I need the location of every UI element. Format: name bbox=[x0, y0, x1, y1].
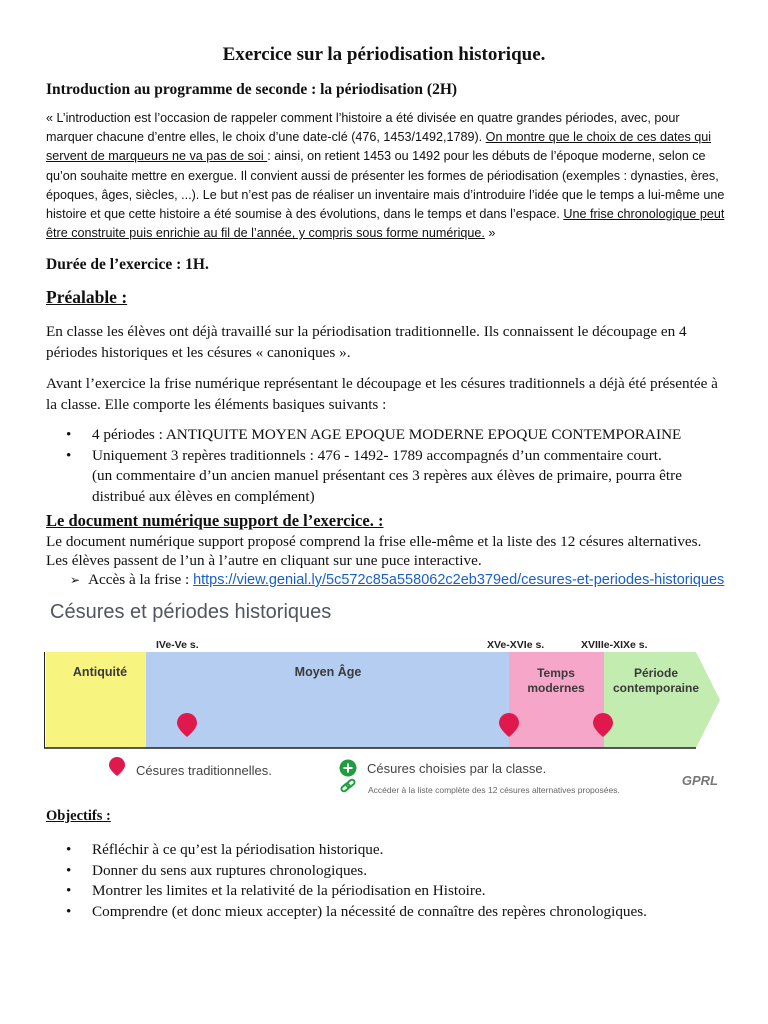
figure-title: Césures et périodes historiques bbox=[50, 601, 332, 623]
quote-part-5: » bbox=[484, 226, 496, 241]
objectifs-heading: Objectifs : bbox=[46, 808, 111, 824]
century-label-ive-ve: IVe-Ve s. bbox=[156, 639, 199, 651]
period-label-modernes: modernes bbox=[527, 681, 585, 695]
list-item: • Comprendre (et donc mieux accepter) la nécessité de connaître des repères chronologiques. bbox=[46, 902, 726, 923]
subtitle: Introduction au programme de seconde : la périodisation (2H) bbox=[46, 81, 458, 98]
prealable-bullets bbox=[46, 425, 726, 507]
period-label-periode: Période bbox=[633, 666, 679, 680]
list-item: • Donner du sens aux ruptures chronologiques. bbox=[46, 861, 726, 882]
century-label-xviiie-xixe: XVIIIe-XIXe s. bbox=[581, 639, 648, 651]
period-label-contemporaine: contemporaine bbox=[612, 681, 700, 695]
bullet-dot-icon: • bbox=[66, 882, 72, 899]
bullet-dot-icon: • bbox=[66, 902, 72, 920]
prealable-paragraph-1: En classe les élèves ont déjà travaillé sur la périodisation traditionnelle. Ils connaissent le découpage en 4 périodes historiques et les césures « canoniques ». bbox=[46, 323, 687, 361]
prealable-heading: Préalable : bbox=[46, 287, 128, 307]
prealable-paragraph-2: Avant l’exercice la frise numérique représentant le découpage et les césures traditionnels a déjà été présentée à la classe. Elle comporte les éléments basiques suivants : bbox=[46, 375, 718, 413]
quote-part-3: : ainsi, on retient 1453 ou 1492 pour les débuts de l’époque moderne, selon ce qu’on souhaite mettre en exergue. Il convient aussi de présenter les formes de périodisation (exemples : dynasties, ères, époques, âges, siècles, ...). Le but n’est pas de réaliser un inventaire mais d’introduire l’idée que le temps a lui-même une histoire et que cette histoire a été soumise à des évolutions, dans le temps et dans l’espace. bbox=[46, 149, 725, 222]
duration-line: Durée de l’exercice : 1H. bbox=[46, 256, 209, 273]
link-icon[interactable] bbox=[340, 779, 355, 793]
legend-traditional-marker-icon bbox=[109, 757, 125, 776]
gprl-logo: GPRL bbox=[681, 773, 718, 788]
quote-part-4: Une frise chronologique peut être construite puis enrichie au fil de l’année, y compris sous forme numérique. bbox=[46, 207, 725, 241]
century-label-xve-xvie: XVe-XVIe s. bbox=[487, 639, 545, 651]
list-item: • Réfléchir à ce qu’est la périodisation historique. bbox=[46, 840, 726, 861]
bullet-dot-icon: • bbox=[66, 841, 72, 858]
bullet-dot-icon: • bbox=[66, 446, 72, 464]
document-heading: Le document numérique support de l’exercice. : bbox=[46, 511, 384, 530]
list-item: • Montrer les limites et la relativité de la périodisation en Histoire. bbox=[46, 881, 726, 902]
access-line bbox=[70, 571, 724, 589]
program-quote bbox=[46, 109, 726, 243]
bullet-dot-icon: • bbox=[66, 861, 72, 879]
page-title: Exercice sur la périodisation historique. bbox=[222, 44, 546, 65]
timeline-figure bbox=[44, 595, 724, 805]
genially-link[interactable]: https://view.genial.ly/5c572c85a558062c2eb379ed/cesures-et-periodes-historiques bbox=[193, 572, 725, 588]
access-label: Accès à la frise : bbox=[88, 571, 194, 588]
bullet-dot-icon: • bbox=[66, 426, 72, 443]
legend-chosen-label: Césures choisies par la classe. bbox=[367, 761, 547, 776]
quote-part-2: On montre que le choix de ces dates qui servent de marqueurs ne va pas de soi bbox=[46, 130, 712, 164]
arrow-bullet-icon: ➢ bbox=[70, 573, 81, 587]
legend-traditional-label: Césures traditionnelles. bbox=[136, 763, 272, 778]
period-label-temps: Temps bbox=[537, 666, 575, 680]
quote-part-1: « L’introduction est l’occasion de rappeler comment l’histoire a été divisée en quatre grandes périodes, avec, pour marquer chacune d’entre elles, le choix d’une date-clé (476, 1453/1492,1789). bbox=[46, 111, 680, 145]
period-label-moyen-age: Moyen Âge bbox=[294, 665, 362, 679]
period-label-antiquite: Antiquité bbox=[72, 665, 128, 679]
document-paragraph: Le document numérique support proposé comprend la frise elle-même et la liste des 12 césures alternatives. Les élèves passent de l’un à l’autre en cliquant sur une puce interactive. bbox=[46, 533, 702, 569]
objectifs-list bbox=[46, 840, 726, 922]
list-item: • 4 périodes : ANTIQUITE MOYEN AGE EPOQUE MODERNE EPOQUE CONTEMPORAINE bbox=[46, 425, 726, 446]
legend-link-label[interactable]: Accéder à la liste complète des 12 césures alternatives proposées. bbox=[368, 785, 620, 795]
plus-icon[interactable] bbox=[340, 760, 357, 777]
list-item: • Uniquement 3 repères traditionnels : 476 - 1492- 1789 accompagnés d’un commentaire court. (un commentaire d’un ancien manuel présentant ces 3 repères aux élèves de primaire, pourra être distribué aux élèves en complément) bbox=[66, 446, 682, 505]
